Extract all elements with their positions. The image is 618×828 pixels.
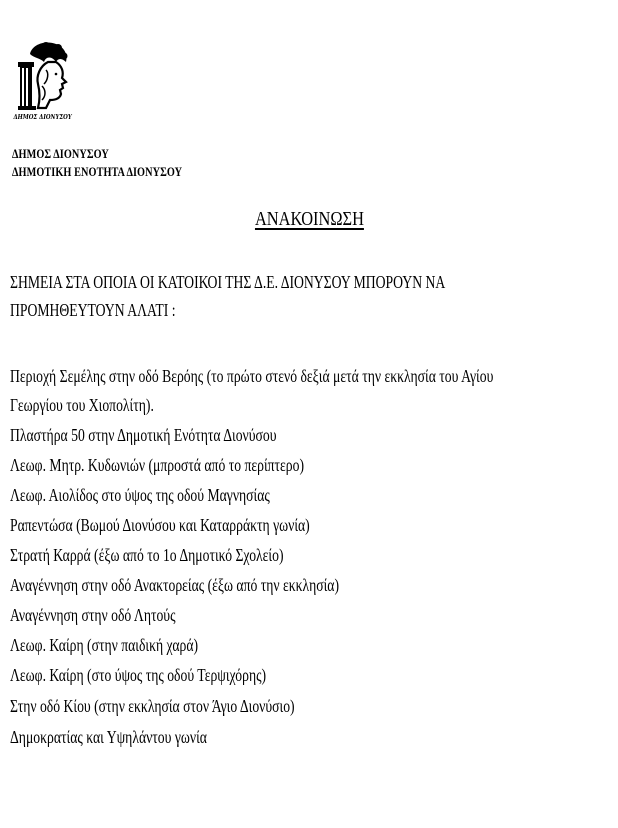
municipal-unit-name: ΔΗΜΟΤΙΚΗ ΕΝΟΤΗΤΑ ΔΙΟΝΥΣΟΥ [12, 165, 183, 179]
location-item: Λεωφ. Αιολίδος στο ύψος της οδού Μαγνησίας [10, 485, 270, 505]
location-item: Αναγέννηση στην οδό Ανακτορείας (έξω από την εκκλησία) [10, 575, 339, 595]
location-item: Δημοκρατίας και Υψηλάντου γωνία [10, 727, 207, 747]
dionysus-head-icon [16, 40, 74, 112]
location-item: Περιοχή Σεμέλης στην οδό Βερόης (το πρώτο στενό δεξιά μετά την εκκλησία του Αγίου [10, 366, 494, 386]
location-item: Πλαστήρα 50 στην Δημοτική Ενότητα Διονύσου [10, 425, 277, 445]
municipality-logo [8, 40, 78, 128]
location-item: Γεωργίου του Χιοπολίτη). [10, 395, 154, 415]
announcement-title-text: ΑΝΑΚΟΙΝΩΣΗ [254, 208, 364, 230]
location-item: Στην οδό Κίου (στην εκκλησία στον Άγιο Διονύσιο) [10, 696, 295, 716]
subtitle-line-2: ΠΡΟΜΗΘΕΥΤΟΥΝ ΑΛΑΤΙ : [10, 300, 176, 320]
announcement-title [0, 208, 618, 231]
subtitle-line-1: ΣΗΜΕΙΑ ΣΤΑ ΟΠΟΙΑ ΟΙ ΚΑΤΟΙΚΟΙ ΤΗΣ Δ.Ε. ΔΙΟΝΥΣΟΥ ΜΠΟΡΟΥΝ ΝΑ [10, 272, 446, 292]
location-item: Ραπεντώσα (Βωμού Διονύσου και Καταρράκτη γωνία) [10, 515, 310, 535]
location-item: Λεωφ. Καίρη (στην παιδική χαρά) [10, 635, 199, 655]
location-item: Στρατή Καρρά (έξω από το 1ο Δημοτικό Σχολείο) [10, 545, 284, 565]
location-item: Λεωφ. Καίρη (στο ύψος της οδού Τερψιχόρης) [10, 665, 267, 685]
logo-caption: ΔΗΜΟΣ ΔΙΟΝΥΣΟΥ [13, 114, 72, 121]
municipality-name: ΔΗΜΟΣ ΔΙΟΝΥΣΟΥ [12, 147, 109, 161]
location-item: Λεωφ. Μητρ. Κυδωνιών (μπροστά από το περίπτερο) [10, 455, 305, 475]
location-item: Αναγέννηση στην οδό Λητούς [10, 605, 176, 625]
